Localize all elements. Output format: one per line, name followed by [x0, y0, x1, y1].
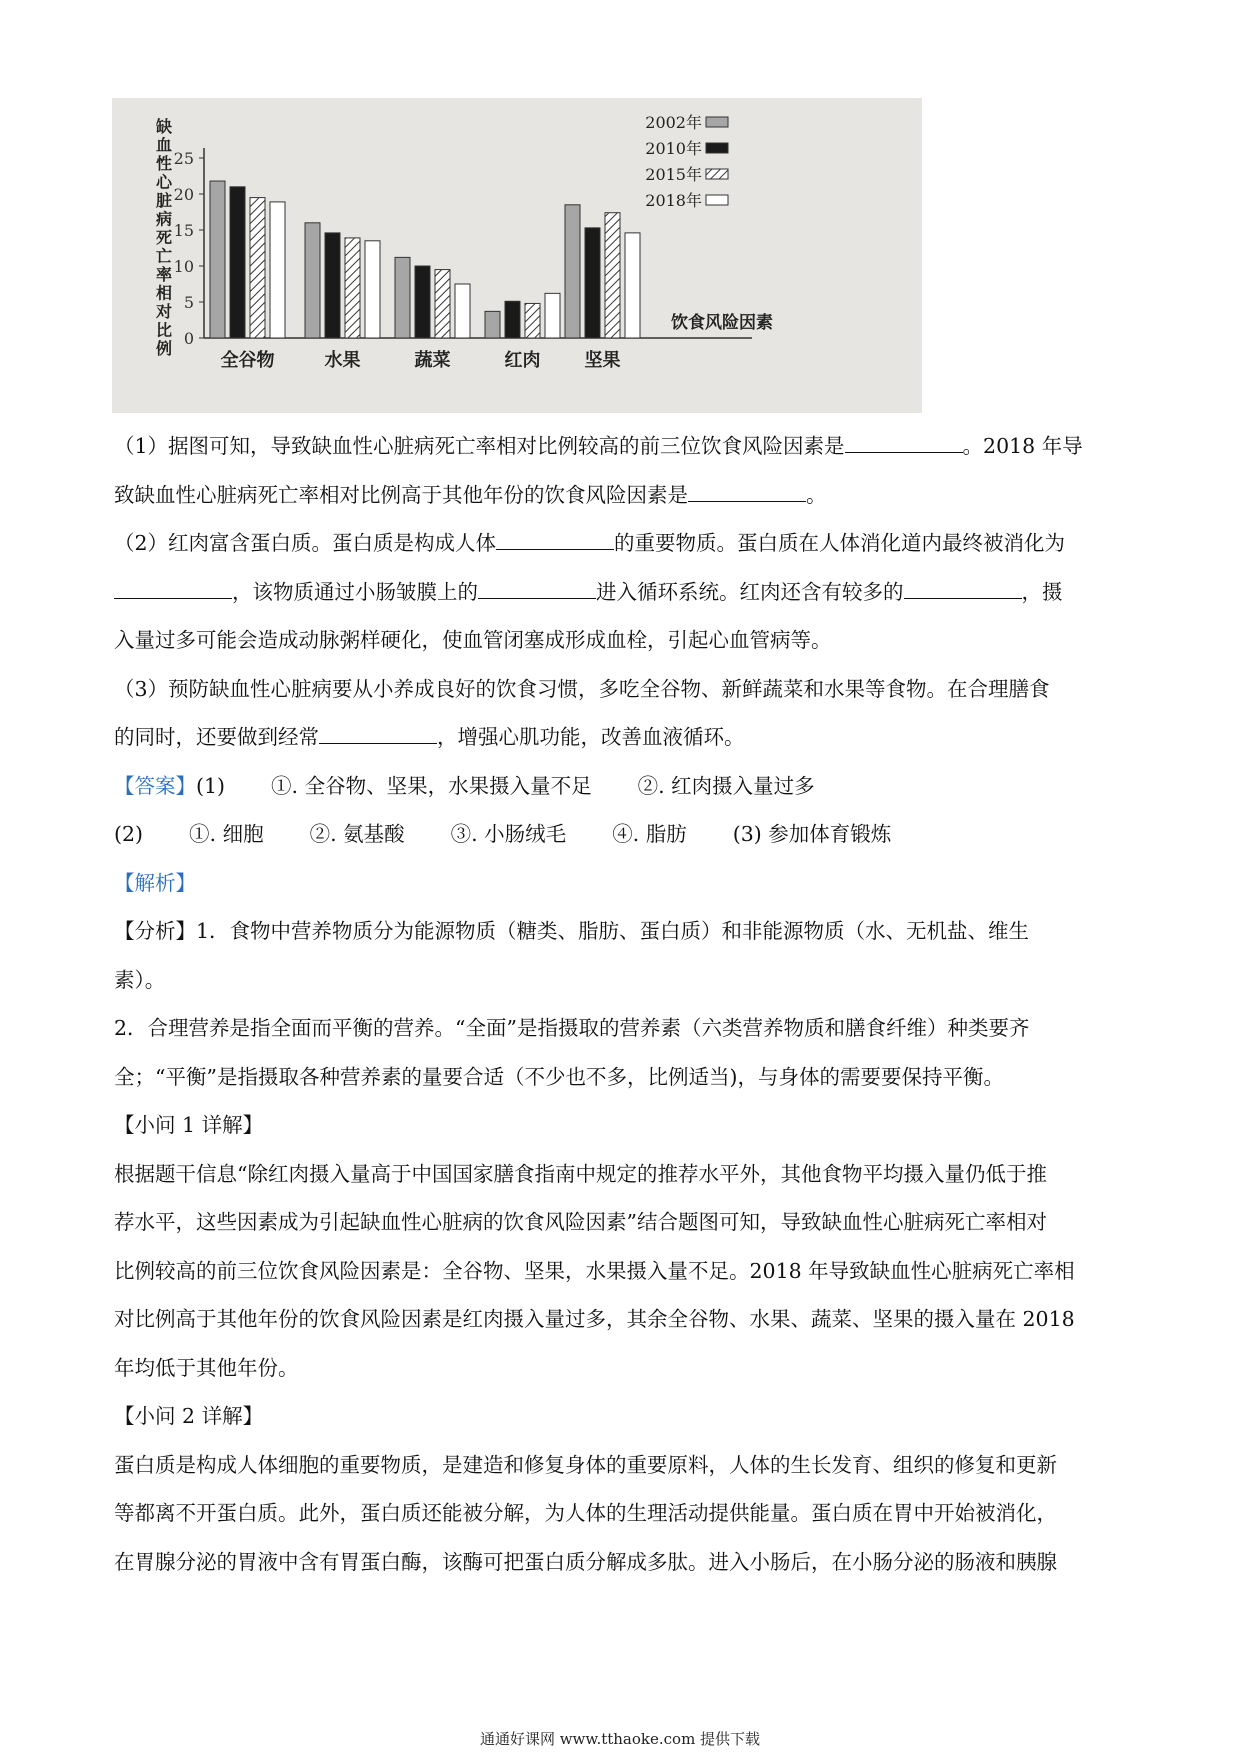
x-axis-label: 饮食风险因素: [671, 313, 773, 333]
y-axis-label-char: 相: [155, 283, 173, 303]
bar-全谷物-2002年: [210, 181, 225, 338]
y-tick-label: 10: [173, 257, 194, 276]
bar-水果-2010年: [325, 233, 340, 338]
sub1-line: 荐水平，这些因素成为引起缺血性心脏病的饮食风险因素”结合题图可知，导致缺血性心脏病死亡率相对: [114, 1210, 1047, 1234]
sub1-line: 对比例高于其他年份的饮食风险因素是红肉摄入量过多，其余全谷物、水果、蔬菜、坚果的摄入量在 2018: [114, 1307, 1075, 1331]
analysis-p1b: 素）。: [114, 967, 166, 992]
sub1-line: 根据题干信息“除红肉摄入量高于中国国家膳食指南中规定的推荐水平外，其他食物平均摄入量仍低于推: [114, 1161, 1047, 1186]
y-axis-label-char: 例: [155, 339, 173, 358]
bar-全谷物-2015年: [250, 198, 265, 338]
answer-blank: [496, 523, 614, 550]
y-axis-label-char: 心: [155, 172, 173, 192]
bar-坚果-2015年: [605, 213, 620, 338]
y-axis-label-char: 脏: [155, 191, 173, 210]
q1-line2: 致缺血性心脏病死亡率相对比例高于其他年份的饮食风险因素是 。: [114, 471, 1126, 520]
question-content: [114, 422, 1126, 1586]
sub1-line: 比例较高的前三位饮食风险因素是：全谷物、坚果，水果摄入量不足。2018 年导致缺血性心脏病死亡率相: [114, 1258, 1075, 1283]
analysis-p2b: 全；“平衡”是指摄取各种营养素的量要合适（不少也不多，比例适当)，与身体的需要要保持平衡。: [114, 1064, 1004, 1089]
answer-blank: [845, 426, 963, 453]
bar-chart: [112, 98, 922, 413]
y-tick-label: 20: [173, 185, 194, 204]
bar-全谷物-2010年: [230, 187, 245, 338]
legend-label: 2015年: [645, 165, 702, 184]
bar-水果-2002年: [305, 223, 320, 338]
chart-image: [112, 98, 922, 413]
y-tick-label: 0: [183, 329, 194, 348]
answer-line2: (2) ①. 细胞 ②. 氨基酸 ③. 小肠绒毛 ④. 脂肪 (3) 参加体育锻炼: [114, 822, 892, 846]
q3-line2: 的同时，还要做到经常 ，增强心肌功能，改善血液循环。: [114, 713, 1126, 762]
legend-swatch: [706, 117, 728, 127]
sub1-line: 年均低于其他年份。: [114, 1355, 299, 1380]
y-axis-label-char: 率: [155, 265, 173, 284]
q3-line1: （3）预防缺血性心脏病要从小养成良好的饮食习惯，多吃全谷物、新鲜蔬菜和水果等食物。在合理膳食: [114, 676, 1050, 701]
y-axis-label-char: 血: [155, 135, 173, 155]
footer-text: 通通好课网 www.tthaoke.com 提供下载: [479, 1730, 761, 1748]
answer-blank: [319, 717, 437, 744]
legend-label: 2010年: [645, 139, 702, 158]
legend-swatch: [706, 169, 728, 179]
legend-swatch: [706, 195, 728, 205]
y-axis-label-char: 缺: [155, 117, 173, 136]
sub2-line: 在胃腺分泌的胃液中含有胃蛋白酶，该酶可把蛋白质分解成多肽。进入小肠后，在小肠分泌的肠液和胰腺: [114, 1549, 1057, 1574]
bar-红肉-2015年: [525, 303, 540, 338]
y-axis-label-char: 性: [155, 154, 173, 173]
answer-blank: [478, 572, 596, 599]
x-tick-label: 红肉: [504, 350, 541, 371]
sub2-line: 蛋白质是构成人体细胞的重要物质，是建造和修复身体的重要原料，人体的生长发育、组织的修复和更新: [114, 1452, 1057, 1477]
bar-坚果-2010年: [585, 228, 600, 338]
bar-坚果-2018年: [625, 233, 640, 338]
q2-line1: （2）红肉富含蛋白质。蛋白质是构成人体 的重要物质。蛋白质在人体消化道内最终被消化为: [114, 519, 1126, 568]
y-tick-label: 15: [173, 221, 194, 240]
bar-红肉-2002年: [485, 311, 500, 338]
answer-line1: 【答案】(1) ①. 全谷物、坚果，水果摄入量不足 ②. 红肉摄入量过多: [114, 773, 815, 798]
sub2-title: 【小问 2 详解】: [114, 1404, 264, 1428]
sub1-title: 【小问 1 详解】: [114, 1113, 264, 1137]
bar-水果-2018年: [365, 241, 380, 338]
answer-blank: [904, 572, 1022, 599]
y-axis-label-char: 病: [155, 209, 173, 229]
legend-swatch: [706, 143, 728, 153]
legend-label: 2002年: [645, 113, 702, 132]
x-tick-label: 水果: [324, 350, 361, 371]
answer-blank: [114, 572, 232, 599]
y-tick-label: 25: [173, 149, 194, 168]
answer-blank: [688, 475, 806, 502]
bar-蔬菜-2018年: [455, 284, 470, 338]
bar-坚果-2002年: [565, 205, 580, 338]
y-axis-label-char: 死: [155, 228, 173, 247]
y-axis-label-char: 亡: [155, 246, 173, 266]
x-tick-label: 坚果: [584, 350, 621, 371]
q2-line3: 入量过多可能会造成动脉粥样硬化，使血管闭塞成形成血栓，引起心血管病等。: [114, 628, 832, 652]
bar-水果-2015年: [345, 238, 360, 338]
analysis-p2: 2．合理营养是指全面而平衡的营养。“全面”是指摄取的营养素（六类营养物质和膳食纤维）种类要齐: [114, 1016, 1030, 1040]
bar-蔬菜-2010年: [415, 266, 430, 338]
y-axis-label-char: 比: [155, 320, 173, 340]
bar-全谷物-2018年: [270, 202, 285, 338]
legend-label: 2018年: [645, 191, 702, 210]
y-tick-label: 5: [183, 293, 194, 312]
answer-label: 【答案】: [114, 773, 196, 798]
bar-蔬菜-2015年: [435, 270, 450, 338]
x-tick-label: 全谷物: [220, 350, 275, 371]
bar-红肉-2018年: [545, 293, 560, 338]
analysis-label: 【解析】: [114, 870, 196, 895]
analysis-p1: 【分析】1．食物中营养物质分为能源物质（糖类、脂肪、蛋白质）和非能源物质（水、无机盐、维生: [114, 919, 1030, 943]
sub2-line: 等都离不开蛋白质。此外，蛋白质还能被分解，为人体的生理活动提供能量。蛋白质在胃中开始被消化，: [114, 1501, 1057, 1525]
q1-line1: （1）据图可知，导致缺血性心脏病死亡率相对比例较高的前三位饮食风险因素是 。2018 年导: [114, 422, 1126, 471]
y-axis-label-char: 对: [155, 302, 173, 321]
bar-蔬菜-2002年: [395, 257, 410, 338]
q2-line2: ，该物质通过小肠皱膜上的 进入循环系统。红肉还含有较多的 ，摄: [114, 568, 1126, 617]
x-tick-label: 蔬菜: [414, 350, 451, 371]
bar-红肉-2010年: [505, 301, 520, 338]
